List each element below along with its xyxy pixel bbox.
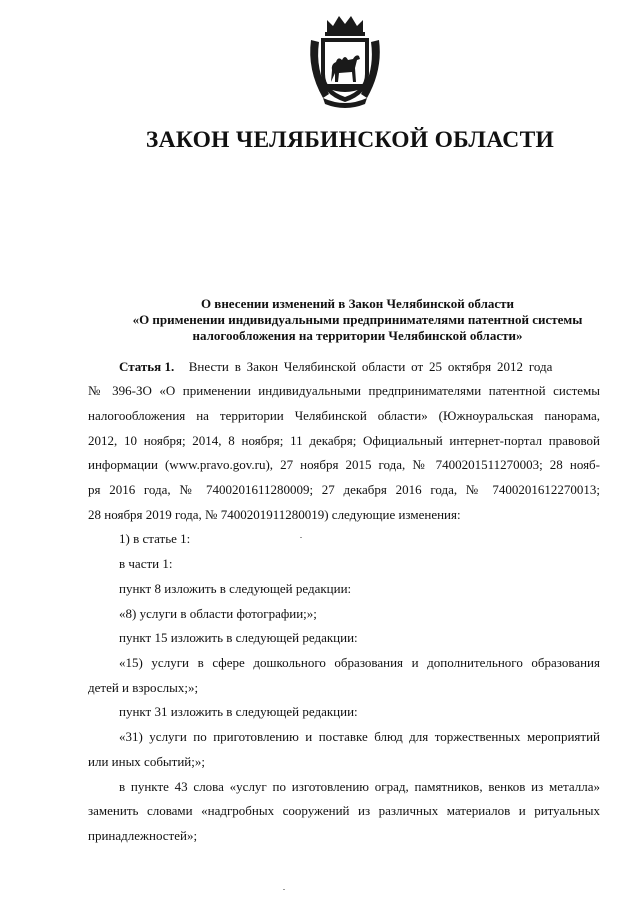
subtitle-line: «О применении индивидуальными предпринимателями патентной системы	[132, 312, 583, 327]
list-item: пункт 31 изложить в следующей редакции:	[119, 704, 358, 719]
scan-speck	[283, 889, 285, 890]
paragraph-line: в пункте 43 слова «услуг по изготовлению оград, памятников, венков из металла»	[119, 779, 600, 794]
paragraph-line: принадлежностей»;	[88, 828, 198, 843]
article-text: Внести в Закон Челябинской области от 25 октября 2012 года	[188, 359, 553, 374]
article-label: Статья 1.	[119, 359, 175, 374]
paragraph-line: «31) услуги по приготовлению и поставке блюд для торжественных мероприятий	[119, 729, 600, 744]
article-line: № 396-ЗО «О применении индивидуальными предпринимателями патентной системы	[88, 383, 600, 398]
coat-of-arms-icon	[305, 10, 385, 108]
document-subtitle	[90, 296, 625, 344]
article-line: 2012, 10 ноября; 2014, 8 ноября; 11 декабря; Официальный интернет-портал правовой	[88, 433, 600, 448]
list-item: пункт 8 изложить в следующей редакции:	[119, 581, 352, 596]
list-item: пункт 15 изложить в следующей редакции:	[119, 630, 358, 645]
list-item: 1) в статье 1:	[119, 531, 191, 546]
article-line: ря 2016 года, № 7400201611280009; 27 декабря 2016 года, № 7400201612270013;	[88, 482, 600, 497]
article-line: 28 ноября 2019 года, № 7400201911280019) следующие изменения:	[88, 507, 461, 522]
subtitle-line: налогообложения на территории Челябинской области»	[192, 328, 523, 343]
article-line: информации (www.pravo.gov.ru), 27 ноября 2015 года, № 7400201511270003; 28 нояб-	[88, 457, 600, 472]
subtitle-line: О внесении изменений в Закон Челябинской области	[200, 296, 515, 311]
document-title: ЗАКОН ЧЕЛЯБИНСКОЙ ОБЛАСТИ	[145, 127, 555, 153]
paragraph-line: «15) услуги в сфере дошкольного образования и дополнительного образования	[119, 655, 600, 670]
list-item: «8) услуги в области фотографии;»;	[119, 606, 317, 621]
paragraph-line: заменить словами «надгробных сооружений из различных материалов и ритуальных	[88, 803, 600, 818]
paragraph-line: или иных событий;»;	[88, 754, 205, 769]
scan-speck	[300, 537, 302, 538]
paragraph-line: детей и взрослых;»;	[88, 680, 199, 695]
article-first-line	[119, 359, 600, 375]
article-line: налогообложения на территории Челябинской области» (Южноуральская панорама,	[88, 408, 600, 423]
list-item: в части 1:	[119, 556, 173, 571]
